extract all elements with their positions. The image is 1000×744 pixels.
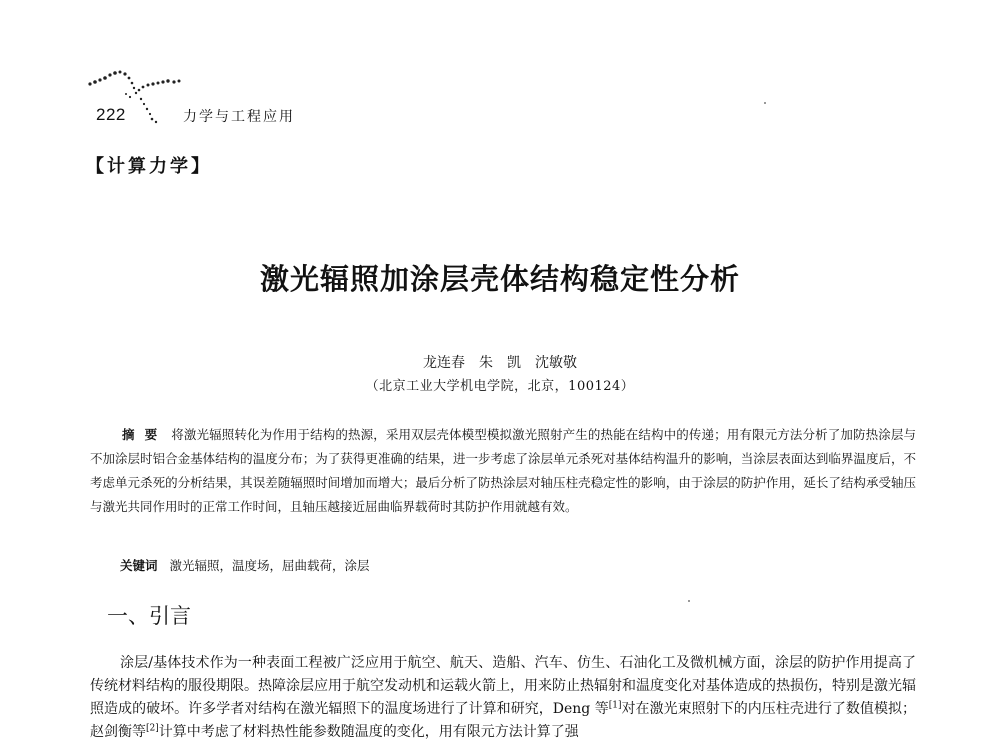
body-text-part-3: 计算中考虑了材料热性能参数随温度的变化，用有限元方法计算了强	[158, 724, 579, 740]
scan-speck	[688, 600, 690, 602]
scan-speck	[764, 102, 766, 104]
abstract-text: 将激光辐照转化为作用于结构的热源，采用双层壳体模型模拟激光照射产生的热能在结构中的传递；用有限元方法分析了加防热涂层与不加涂层时铝合金基体结构的温度分布；为了获得更准确的结果，进一步考虑了涂层单元杀死对基体结构温升的影响，当涂层表面达到临界温度后，不考虑单元杀死的分析结果，其误差随辐照时间增加而增大；最后分析了防热涂层对轴压柱壳稳定性的影响，由于涂层的防护作用，延长了结构承受轴压与激光共同作用时的正常工作时间，且轴压越接近屈曲临界载荷时其防护作用就越有效。	[90, 427, 916, 514]
keywords	[120, 556, 370, 574]
keywords-label: 关键词	[120, 558, 158, 573]
affiliation: （北京工业大学机电学院，北京，100124）	[365, 379, 635, 394]
section-tag: 【计算力学】	[86, 156, 212, 177]
paper-title: 激光辐照加涂层壳体结构稳定性分析	[259, 262, 740, 296]
page-number: 222	[96, 105, 126, 124]
journal-name: 力学与工程应用	[183, 109, 295, 125]
abstract-label: 摘要	[122, 427, 168, 442]
body-text-part-1: 涂层/基体技术作为一种表面工程被广泛应用于航空、航天、造船、汽车、仿生、石油化工及微机械方面，涂层的防护作用提高了传统材料结构的服役期限。热障涂层应用于航空发动机和运载火箭上，用来防止热辐射和温度变化对基体造成的热损伤，特别是激光辐照造成的破坏。许多学者对结构在激光辐照下的温度场进行了计算和研究，Deng 等	[90, 655, 916, 717]
body-text-part-2: 对在激光束照射下的内压柱壳进行了数值模拟；赵剑衡等	[90, 701, 917, 740]
citation-1[interactable]: [1]	[608, 700, 622, 711]
abstract	[90, 423, 916, 519]
section-heading-introduction: 一、引言	[107, 604, 191, 628]
keywords-text: 激光辐照，温度场，屈曲载荷，涂层	[169, 558, 370, 573]
author-list: 龙连春 朱 凯 沈敏敬	[423, 355, 577, 371]
citation-2[interactable]: [2]	[146, 723, 159, 734]
body-paragraph	[90, 652, 916, 744]
